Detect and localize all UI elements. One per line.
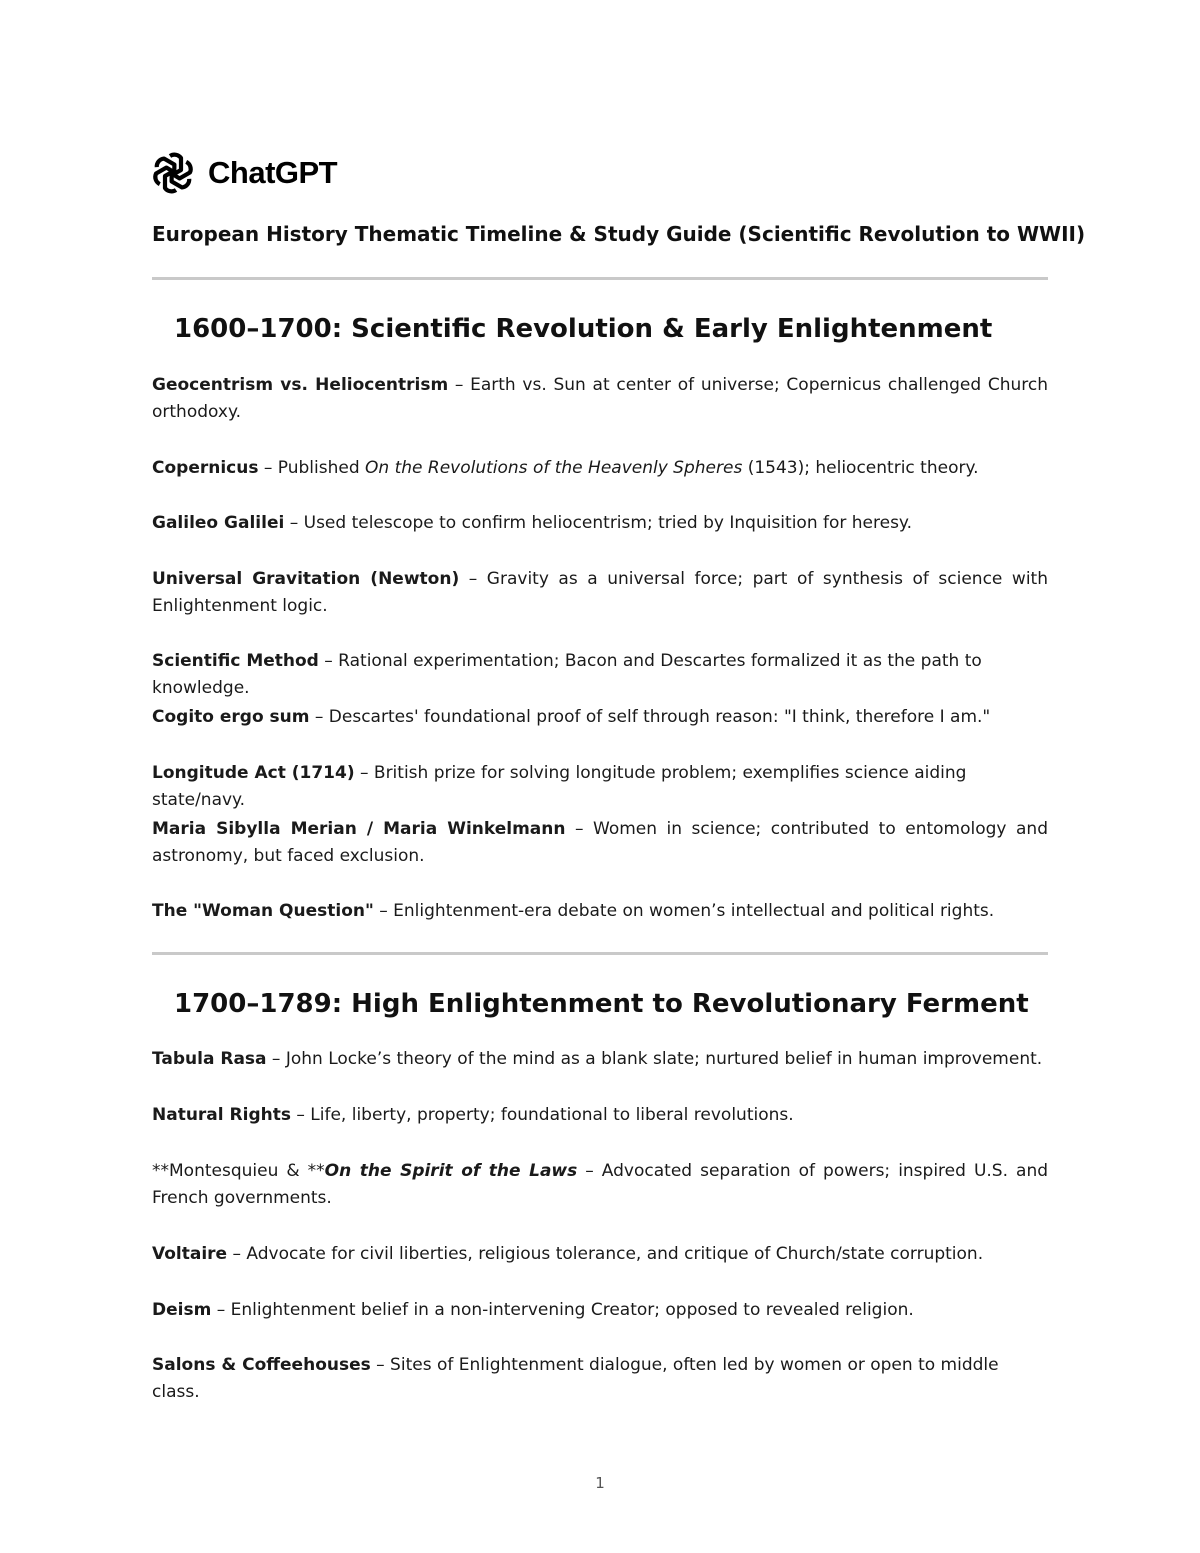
glossary-entry bbox=[152, 898, 1048, 925]
entry-work-title: On the Revolutions of the Heavenly Spheres bbox=[365, 458, 743, 478]
entry-description: – John Locke’s theory of the mind as a blank slate; nurtured belief in human improvement. bbox=[266, 1049, 1043, 1069]
openai-logo-icon bbox=[152, 152, 194, 194]
glossary-entry bbox=[152, 704, 1048, 731]
entry-term: Tabula Rasa bbox=[152, 1049, 267, 1069]
entry-term: Deism bbox=[152, 1300, 212, 1320]
glossary-entry bbox=[152, 760, 1048, 814]
glossary-entry bbox=[152, 455, 1048, 482]
entry-term: Universal Gravitation (Newton) bbox=[152, 569, 460, 589]
entry-term-suffix: " bbox=[365, 901, 374, 921]
section-heading: 1600–1700: Scientific Revolution & Early Enlightenment bbox=[174, 314, 993, 344]
entry-description: – Used telescope to confirm heliocentrism; tried by Inquisition for heresy. bbox=[284, 513, 912, 533]
glossary-entry bbox=[152, 816, 1048, 870]
entry-term: Maria Sibylla Merian / Maria Winkelmann bbox=[152, 819, 566, 839]
glossary-entry bbox=[152, 1241, 1048, 1268]
entry-term: Voltaire bbox=[152, 1244, 228, 1264]
entry-description: – British prize for solving longitude problem; exemplifies science aiding state/navy. bbox=[152, 763, 967, 810]
brand-name: ChatGPT bbox=[208, 155, 338, 190]
entry-description: – Gravity as a universal force; part of synthesis of science with Enlightenment logic. bbox=[152, 569, 1048, 616]
entry-term: Galileo Galilei bbox=[152, 513, 285, 533]
entry-term: Geocentrism vs. Heliocentrism bbox=[152, 375, 449, 395]
glossary-entry bbox=[152, 1352, 1048, 1406]
brand-logo bbox=[152, 152, 337, 194]
glossary-entry bbox=[152, 510, 1048, 537]
glossary-entry bbox=[152, 1046, 1048, 1073]
entry-term: Woman Question bbox=[202, 901, 365, 921]
entry-description: – Advocated separation of powers; inspired U.S. and French governments. bbox=[152, 1161, 1049, 1208]
entry-term: Longitude Act (1714) bbox=[152, 763, 355, 783]
entry-description: – Rational experimentation; Bacon and Descartes formalized it as the path to knowledge. bbox=[152, 651, 982, 698]
glossary-entry bbox=[152, 1158, 1048, 1212]
glossary-entry bbox=[152, 648, 1048, 702]
glossary-entry bbox=[152, 372, 1048, 426]
glossary-entry bbox=[152, 566, 1048, 620]
entry-term: Salons & Coffeehouses bbox=[152, 1355, 371, 1375]
entry-description: – Enlightenment-era debate on women’s intellectual and political rights. bbox=[373, 901, 995, 921]
entry-description: – Life, liberty, property; foundational to liberal revolutions. bbox=[290, 1105, 794, 1125]
entry-description: (1543); heliocentric theory. bbox=[742, 458, 979, 478]
entry-description: – Women in science; contributed to entomology and astronomy, but faced exclusion. bbox=[152, 819, 1048, 866]
entry-description: – Sites of Enlightenment dialogue, often led by women or open to middle class. bbox=[152, 1355, 999, 1402]
entry-term: Natural Rights bbox=[152, 1105, 291, 1125]
document-title: European History Thematic Timeline & Study Guide (Scientific Revolution to WWII) bbox=[152, 222, 1086, 246]
section-divider bbox=[152, 952, 1048, 955]
entry-term-prefix: The " bbox=[152, 901, 203, 921]
glossary-entry bbox=[152, 1297, 1048, 1324]
section-divider bbox=[152, 277, 1048, 280]
entry-description: – Enlightenment belief in a non-intervening Creator; opposed to revealed religion. bbox=[211, 1300, 914, 1320]
entry-term: Cogito ergo sum bbox=[152, 707, 310, 727]
glossary-entry bbox=[152, 1102, 1048, 1129]
entry-description: – Published bbox=[258, 458, 366, 478]
section-heading: 1700–1789: High Enlightenment to Revolutionary Ferment bbox=[174, 989, 1029, 1019]
entry-description: – Earth vs. Sun at center of universe; Copernicus challenged Church orthodoxy. bbox=[152, 375, 1048, 422]
entry-term-prefix: **Montesquieu & ** bbox=[152, 1161, 325, 1181]
entry-description: – Descartes' foundational proof of self through reason: "I think, therefore I am." bbox=[309, 707, 991, 727]
entry-description: – Advocate for civil liberties, religious tolerance, and critique of Church/state corruption. bbox=[227, 1244, 984, 1264]
entry-term: On the Spirit of the Laws bbox=[324, 1161, 578, 1181]
entry-term: Copernicus bbox=[152, 458, 259, 478]
entry-term: Scientific Method bbox=[152, 651, 319, 671]
page-number: 1 bbox=[595, 1474, 605, 1492]
